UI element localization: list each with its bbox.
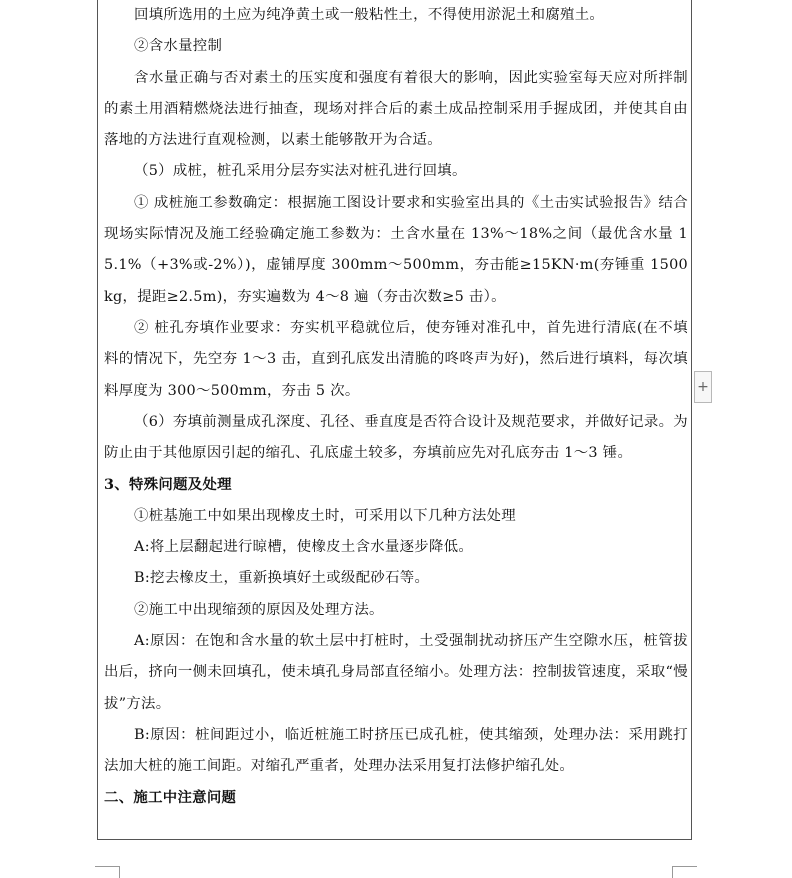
page-corner-marker-right <box>672 866 697 878</box>
paragraph: A:将上层翻起进行晾槽，使橡皮土含水量逐步降低。 <box>134 539 474 556</box>
paragraph: ② 桩孔夯填作业要求：夯实机平稳就位后，使夯锤对准孔中，首先进行清底(在不填料的情况下，先空夯 1～3 击，直到孔底发出清脆的咚咚声为好)，然后进行填料，每次填料厚度为 300～500mm，夯击 5 次。 <box>104 319 688 399</box>
section-heading: 二、施工中注意问题 <box>104 789 237 807</box>
paragraph: （6）夯填前测量成孔深度、孔径、垂直度是否符合设计及规范要求，并做好记录。为防止由于其他原因引起的缩孔、孔底虚土较多，夯填前应先对孔底夯击 1～3 锤。 <box>104 413 688 462</box>
paragraph: 含水量正确与否对素土的压实度和强度有着很大的影响，因此实验室每天应对所拌制的素土用酒精燃烧法进行抽查，现场对拌合后的素土成品控制采用手握成团，并使其自由落地的方法进行直观检测，以素土能够散开为合适。 <box>104 69 688 149</box>
section-heading: 3、特殊问题及处理 <box>104 476 232 494</box>
paragraph: A:原因：在饱和含水量的软土层中打桩时，土受强制扰动挤压产生空隙水压，桩管拔出后，挤向一侧未回填孔，使未填孔身局部直径缩小。处理方法：控制拔管速度，采取“慢拔”方法。 <box>104 632 688 712</box>
paragraph: （5）成桩，桩孔采用分层夯实法对桩孔进行回填。 <box>134 163 467 180</box>
paragraph: ②含水量控制 <box>134 38 223 55</box>
paragraph: ②施工中出现缩颈的原因及处理方法。 <box>134 601 384 618</box>
paragraph: B:挖去橡皮土，重新换填好土或级配砂石等。 <box>134 570 430 587</box>
paragraph: ①桩基施工中如果出现橡皮土时，可采用以下几种方法处理 <box>134 507 516 524</box>
paragraph: ① 成桩施工参数确定：根据施工图设计要求和实验室出具的《土击实试验报告》结合现场实际情况及施工经验确定施工参数为：土含水量在 13%～18%之间（最优含水量 15.1%（+3%或-2%）)，虚铺厚度 300mm～500mm，夯击能≥15KN·m(夯锤重 1500kg，提距≥2.5m)，夯实遍数为 4～8 遍（夯击次数≥5 击）。 <box>104 194 688 305</box>
paragraph: B:原因：桩间距过小，临近桩施工时挤压已成孔桩，使其缩颈，处理办法：采用跳打法加大桩的施工间距。对缩孔严重者，处理办法采用复打法修护缩孔处。 <box>104 726 688 775</box>
plus-icon: + <box>697 379 709 395</box>
paragraph: 回填所选用的土应为纯净黄土或一般粘性土，不得使用淤泥土和腐殖土。 <box>134 7 605 23</box>
page-corner-marker-left <box>95 866 120 878</box>
add-row-button[interactable] <box>694 371 712 403</box>
document-body <box>104 0 688 814</box>
